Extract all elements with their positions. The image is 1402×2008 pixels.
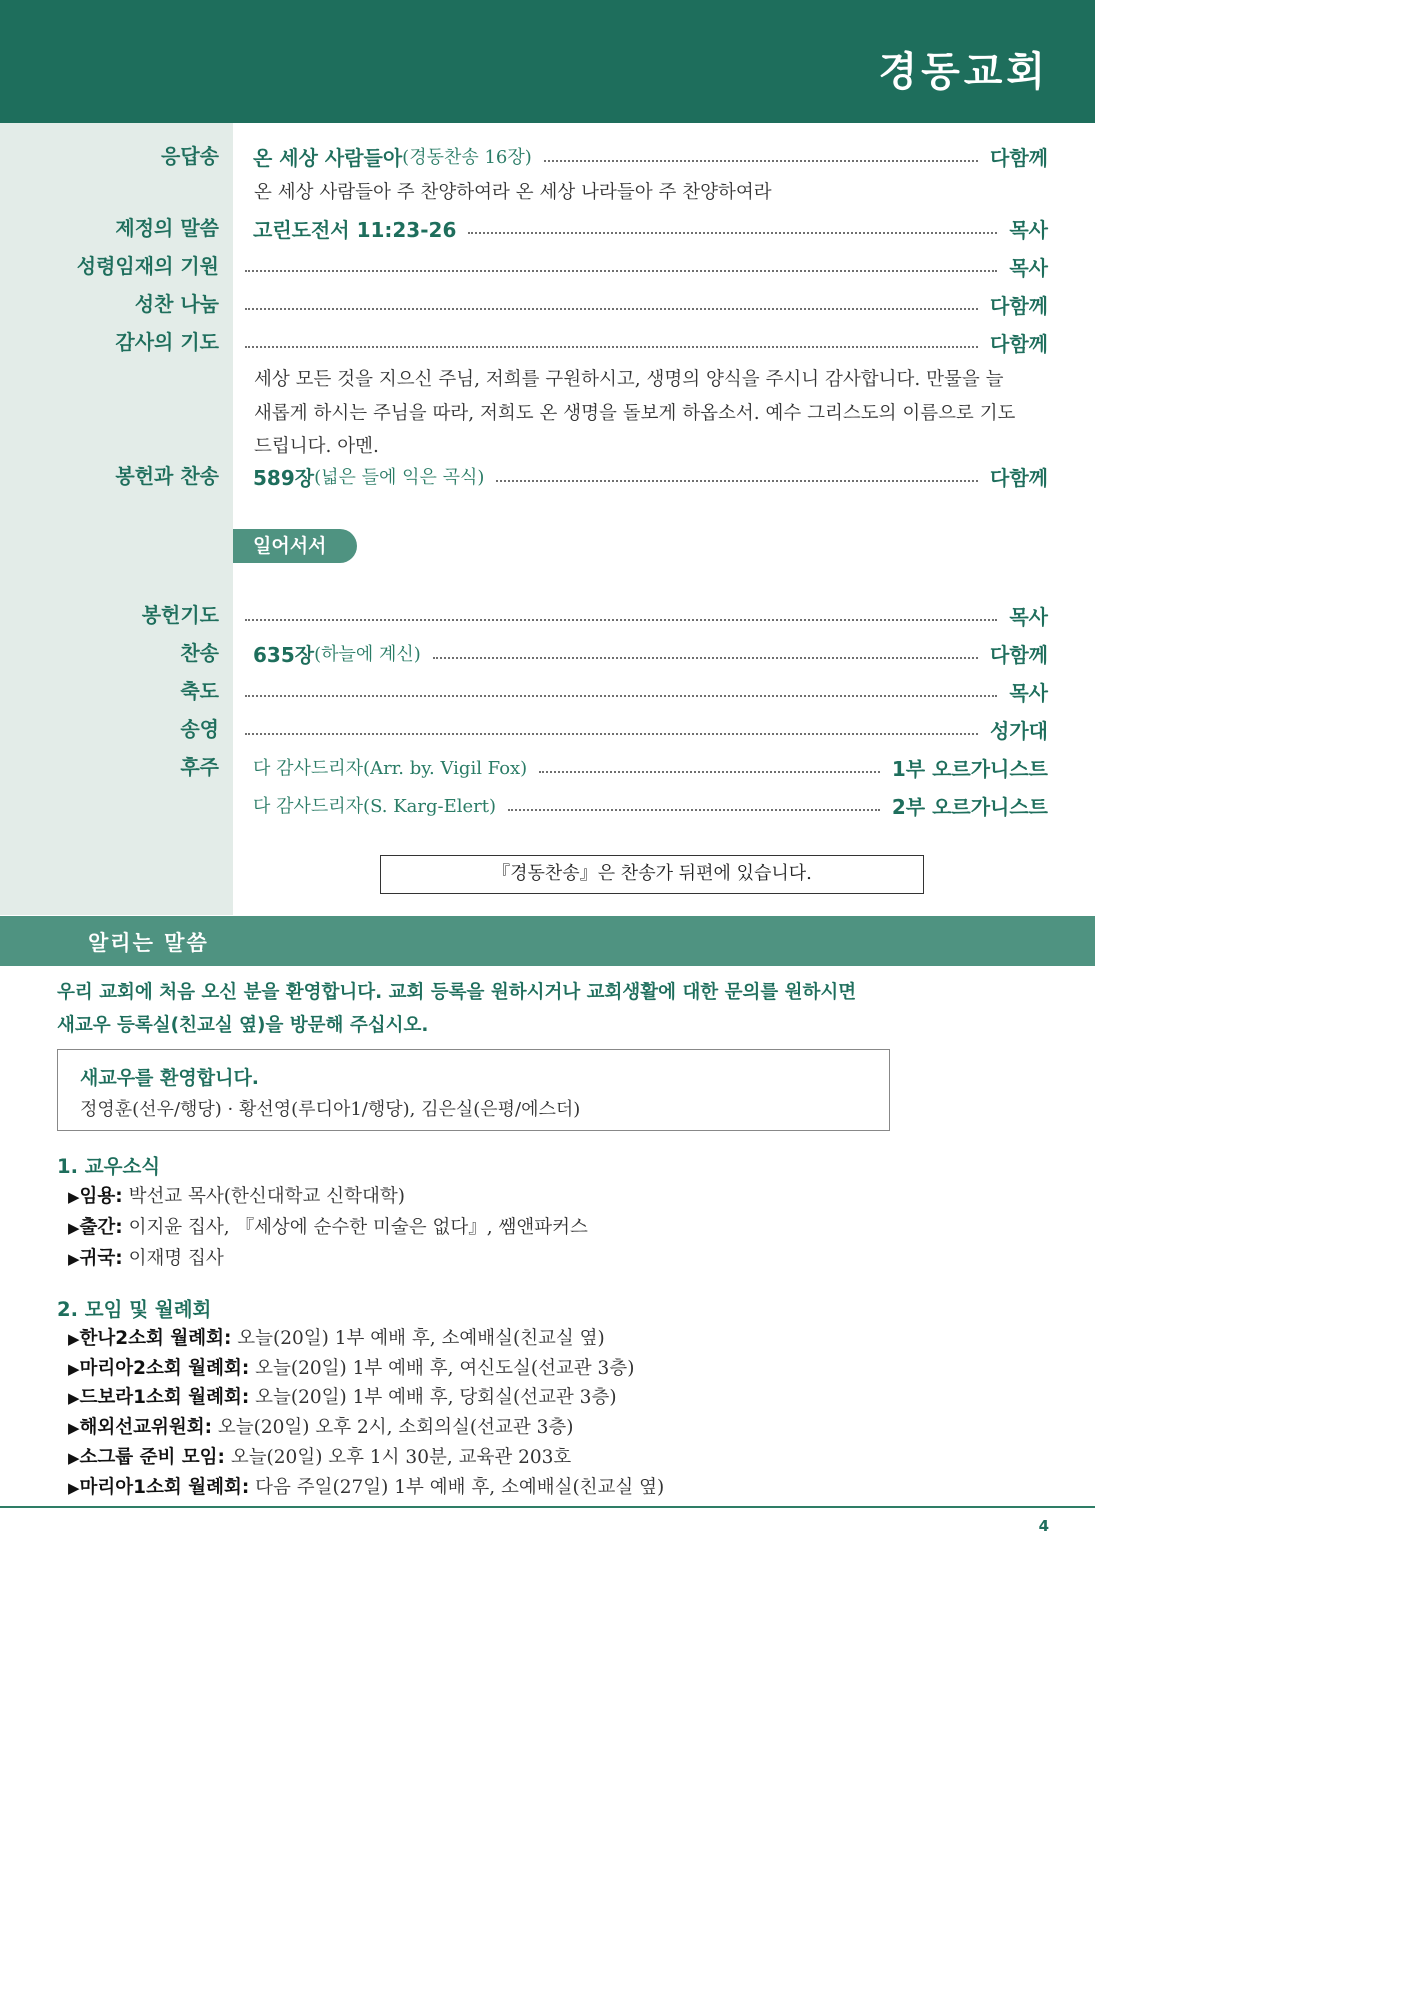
dotted-leader xyxy=(433,657,978,659)
triangle-bullet-icon: ▶ xyxy=(68,1360,80,1378)
order-role: 2부 오르가니스트 xyxy=(891,794,1048,819)
order-content xyxy=(233,635,1048,671)
church-logo: 경동교회 xyxy=(878,49,1049,95)
triangle-bullet-icon: ▶ xyxy=(68,1188,80,1206)
new-members-names: 정영훈(선우/행당) · 황선영(루디아1/행당), 김은실(은평/에스더) xyxy=(80,1099,581,1120)
list-item xyxy=(68,1443,571,1469)
order-content xyxy=(233,286,1048,322)
footer-rule xyxy=(0,1506,1095,1508)
order-role: 목사 xyxy=(1009,604,1048,629)
prayer-line: 드립니다. 아멘. xyxy=(254,436,379,457)
item-key: 귀국: xyxy=(79,1248,123,1269)
order-row-offering-prayer xyxy=(0,597,1095,633)
order-content xyxy=(233,787,1048,823)
announcements-bar xyxy=(0,916,1095,966)
dotted-leader xyxy=(539,771,880,773)
dotted-leader xyxy=(468,232,997,234)
item-key: 마리아2소회 월례회: xyxy=(79,1358,250,1379)
order-row-hymn xyxy=(0,635,1095,671)
dotted-leader xyxy=(544,160,978,162)
order-label: 제정의 말씀 xyxy=(115,216,219,240)
section-title-meetings: 2. 모임 및 월례회 xyxy=(57,1298,212,1321)
order-row-postlude-1 xyxy=(0,749,1095,785)
dotted-leader xyxy=(245,695,997,697)
order-role: 다함께 xyxy=(990,642,1048,667)
order-row-communion xyxy=(0,286,1095,322)
hymnal-note: 『경동찬송』은 찬송가 뒤편에 있습니다. xyxy=(380,855,924,894)
triangle-bullet-icon: ▶ xyxy=(68,1389,80,1407)
item-text: 오늘(20일) 1부 예배 후, 당회실(선교관 3층) xyxy=(249,1387,617,1408)
prayer-line: 세상 모든 것을 지으신 주님, 저희를 구원하시고, 생명의 양식을 주시니 감사합니다. 만물을 늘 xyxy=(254,369,1004,390)
stand-up-pill: 일어서서 xyxy=(233,529,357,563)
item-text: 박선교 목사(한신대학교 신학대학) xyxy=(122,1186,405,1207)
order-role: 1부 오르가니스트 xyxy=(891,756,1048,781)
new-members-box xyxy=(57,1049,890,1131)
item-key: 임용: xyxy=(79,1186,123,1207)
list-item xyxy=(68,1413,573,1439)
page-header xyxy=(0,0,1095,123)
order-row-offering-hymn xyxy=(0,458,1095,494)
list-item xyxy=(68,1213,588,1239)
list-item xyxy=(68,1354,634,1380)
order-row-postlude-2 xyxy=(0,787,1095,823)
item-key: 드보라1소회 월례회: xyxy=(79,1387,250,1408)
order-row-response-song xyxy=(0,138,1095,174)
item-text: 오늘(20일) 오후 2시, 소회의실(선교관 3층) xyxy=(212,1417,574,1438)
order-content xyxy=(233,749,1048,785)
order-role: 목사 xyxy=(1009,255,1048,280)
order-label: 성찬 나눔 xyxy=(134,292,219,316)
triangle-bullet-icon: ▶ xyxy=(68,1250,80,1268)
order-subtitle: (경동찬송 16장) xyxy=(402,147,532,168)
item-key: 한나2소회 월례회: xyxy=(79,1328,232,1349)
order-label: 축도 xyxy=(180,679,219,703)
order-role: 성가대 xyxy=(990,718,1048,743)
order-row-thanksgiving-prayer xyxy=(0,324,1095,360)
dotted-leader xyxy=(496,480,978,482)
order-content xyxy=(233,597,1048,633)
order-piece: 다 감사드리자(S. Karg-Elert) xyxy=(253,796,497,817)
list-item xyxy=(68,1244,224,1270)
list-item xyxy=(68,1473,664,1499)
order-role: 다함께 xyxy=(990,331,1048,356)
order-label: 송영 xyxy=(180,717,219,741)
order-subtitle: (넓은 들에 익은 곡식) xyxy=(314,467,485,488)
item-key: 마리아1소회 월례회: xyxy=(79,1477,250,1498)
order-row-doxology xyxy=(0,711,1095,747)
order-title: 온 세상 사람들아 xyxy=(253,145,403,170)
order-label: 봉헌기도 xyxy=(141,603,219,627)
section-title-member-news: 1. 교우소식 xyxy=(57,1155,161,1178)
prayer-line: 새롭게 하시는 주님을 따라, 저희도 온 생명을 돌보게 하옵소서. 예수 그리스도의 이름으로 기도 xyxy=(254,403,1016,424)
item-text: 이지윤 집사, 『세상에 순수한 미술은 없다』, 쌤앤파커스 xyxy=(122,1217,588,1238)
item-text: 이재명 집사 xyxy=(122,1248,224,1269)
welcome-text: 우리 교회에 처음 오신 분을 환영합니다. 교회 등록을 원하시거나 교회생활에 대한 문의를 원하시면 xyxy=(57,982,857,1003)
order-title: 635장 xyxy=(253,642,315,667)
order-label: 성령임재의 기원 xyxy=(76,254,219,278)
order-row-benediction xyxy=(0,673,1095,709)
order-subtitle: (하늘에 계신) xyxy=(314,644,421,665)
order-row-epiclesis xyxy=(0,248,1095,284)
announcements-title: 알리는 말씀 xyxy=(88,931,209,955)
triangle-bullet-icon: ▶ xyxy=(68,1479,80,1497)
welcome-text: 새교우 등록실(친교실 옆)을 방문해 주십시오. xyxy=(57,1015,429,1036)
order-role: 목사 xyxy=(1009,680,1048,705)
dotted-leader xyxy=(245,308,978,310)
dotted-leader xyxy=(245,619,997,621)
order-role: 다함께 xyxy=(990,293,1048,318)
order-piece: 다 감사드리자(Arr. by. Vigil Fox) xyxy=(253,758,528,779)
order-content xyxy=(233,673,1048,709)
order-label: 봉헌과 찬송 xyxy=(115,464,219,488)
item-key: 소그룹 준비 모임: xyxy=(79,1447,225,1468)
order-role: 다함께 xyxy=(990,465,1048,490)
item-text: 오늘(20일) 오후 1시 30분, 교육관 203호 xyxy=(224,1447,572,1468)
order-content xyxy=(233,210,1048,246)
order-role: 목사 xyxy=(1009,217,1048,242)
response-song-lyric: 온 세상 사람들아 주 찬양하여라 온 세상 나라들아 주 찬양하여라 xyxy=(254,182,772,203)
triangle-bullet-icon: ▶ xyxy=(68,1330,80,1348)
order-content xyxy=(233,711,1048,747)
order-label: 감사의 기도 xyxy=(115,330,219,354)
order-row-words-of-institution xyxy=(0,210,1095,246)
order-content xyxy=(233,138,1048,174)
item-text: 다음 주일(27일) 1부 예배 후, 소예배실(친교실 옆) xyxy=(249,1477,665,1498)
dotted-leader xyxy=(508,809,880,811)
list-item xyxy=(68,1324,605,1350)
order-label: 후주 xyxy=(180,755,219,779)
page-number: 4 xyxy=(1038,1517,1049,1535)
triangle-bullet-icon: ▶ xyxy=(68,1419,80,1437)
list-item xyxy=(68,1383,617,1409)
dotted-leader xyxy=(245,270,997,272)
order-content xyxy=(233,324,1048,360)
item-text: 오늘(20일) 1부 예배 후, 여신도실(선교관 3층) xyxy=(249,1358,635,1379)
order-content xyxy=(233,458,1048,494)
new-members-title: 새교우를 환영합니다. xyxy=(80,1067,260,1089)
item-text: 오늘(20일) 1부 예배 후, 소예배실(친교실 옆) xyxy=(231,1328,605,1349)
order-content xyxy=(233,248,1048,284)
order-title: 고린도전서 11:23-26 xyxy=(253,217,457,242)
triangle-bullet-icon: ▶ xyxy=(68,1449,80,1467)
item-key: 해외선교위원회: xyxy=(79,1417,213,1438)
list-item xyxy=(68,1182,405,1208)
item-key: 출간: xyxy=(79,1217,123,1238)
order-label: 응답송 xyxy=(161,144,219,168)
triangle-bullet-icon: ▶ xyxy=(68,1219,80,1237)
dotted-leader xyxy=(245,346,978,348)
dotted-leader xyxy=(245,733,978,735)
order-role: 다함께 xyxy=(990,145,1048,170)
order-label: 찬송 xyxy=(180,641,219,665)
order-title: 589장 xyxy=(253,465,315,490)
